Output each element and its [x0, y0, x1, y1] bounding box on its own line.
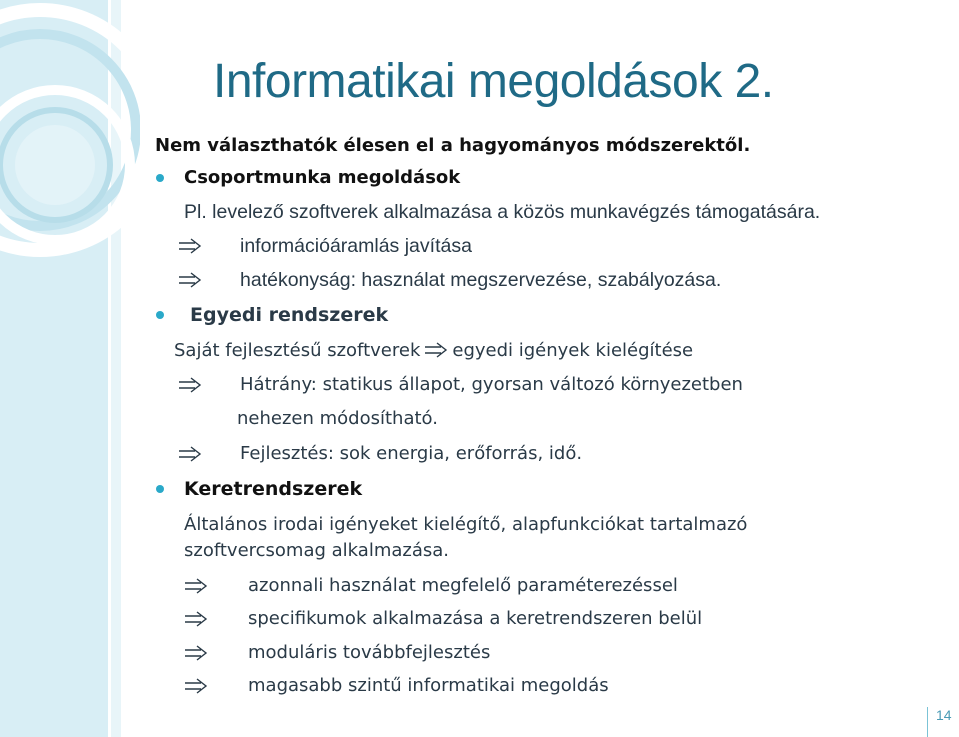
implies-arrow-icon [184, 611, 208, 627]
bullet-icon [156, 174, 164, 182]
frameworks-point-2: specifikumok alkalmazása a keretrendszeren belül [248, 608, 703, 629]
footer-divider [927, 707, 928, 737]
implies-arrow-icon [184, 678, 208, 694]
frameworks-description: Általános irodai igényeket kielégítő, alapfunkciókat tartalmazó [184, 514, 748, 535]
custom-description-right: egyedi igények kielégítése [452, 340, 694, 361]
groupware-example: Pl. levelező szoftverek alkalmazása a közös munkavégzés támogatására. [184, 201, 821, 223]
groupware-point-1: információáramlás javítása [240, 235, 472, 257]
decorative-rings [0, 0, 140, 737]
custom-development: Fejlesztés: sok energia, erőforrás, idő. [240, 443, 583, 464]
implies-arrow-icon [178, 446, 202, 462]
bullet-icon [156, 485, 164, 493]
groupware-point-2: hatékonyság: használat megszervezése, szabályozása. [240, 269, 722, 291]
frameworks-point-4: magasabb szintű informatikai megoldás [248, 675, 609, 696]
custom-drawback-cont: nehezen módosítható. [237, 408, 438, 429]
custom-description [174, 339, 693, 363]
implies-arrow-icon [184, 578, 208, 594]
implies-arrow-icon [178, 272, 202, 288]
custom-description-left: Saját fejlesztésű szoftverek [174, 340, 421, 361]
frameworks-description-cont: szoftvercsomag alkalmazása. [184, 540, 449, 561]
frameworks-point-1: azonnali használat megfelelő paraméterezéssel [248, 575, 678, 596]
implies-arrow-icon [184, 645, 208, 661]
section-heading-custom: Egyedi rendszerek [190, 304, 389, 326]
implies-arrow-icon [178, 238, 202, 254]
page-number: 14 [936, 707, 952, 723]
section-heading-frameworks: Keretrendszerek [184, 478, 363, 500]
custom-drawback: Hátrány: statikus állapot, gyorsan változó környezetben [240, 374, 743, 395]
section-heading-groupware: Csoportmunka megoldások [184, 167, 461, 188]
bullet-icon [156, 311, 164, 319]
intro-line: Nem választhatók élesen el a hagyományos módszerektől. [155, 135, 751, 156]
frameworks-point-3: moduláris továbbfejlesztés [248, 642, 491, 663]
implies-arrow-icon [178, 377, 202, 393]
implies-arrow-icon [424, 342, 448, 358]
slide-title: Informatikai megoldások 2. [213, 55, 774, 108]
